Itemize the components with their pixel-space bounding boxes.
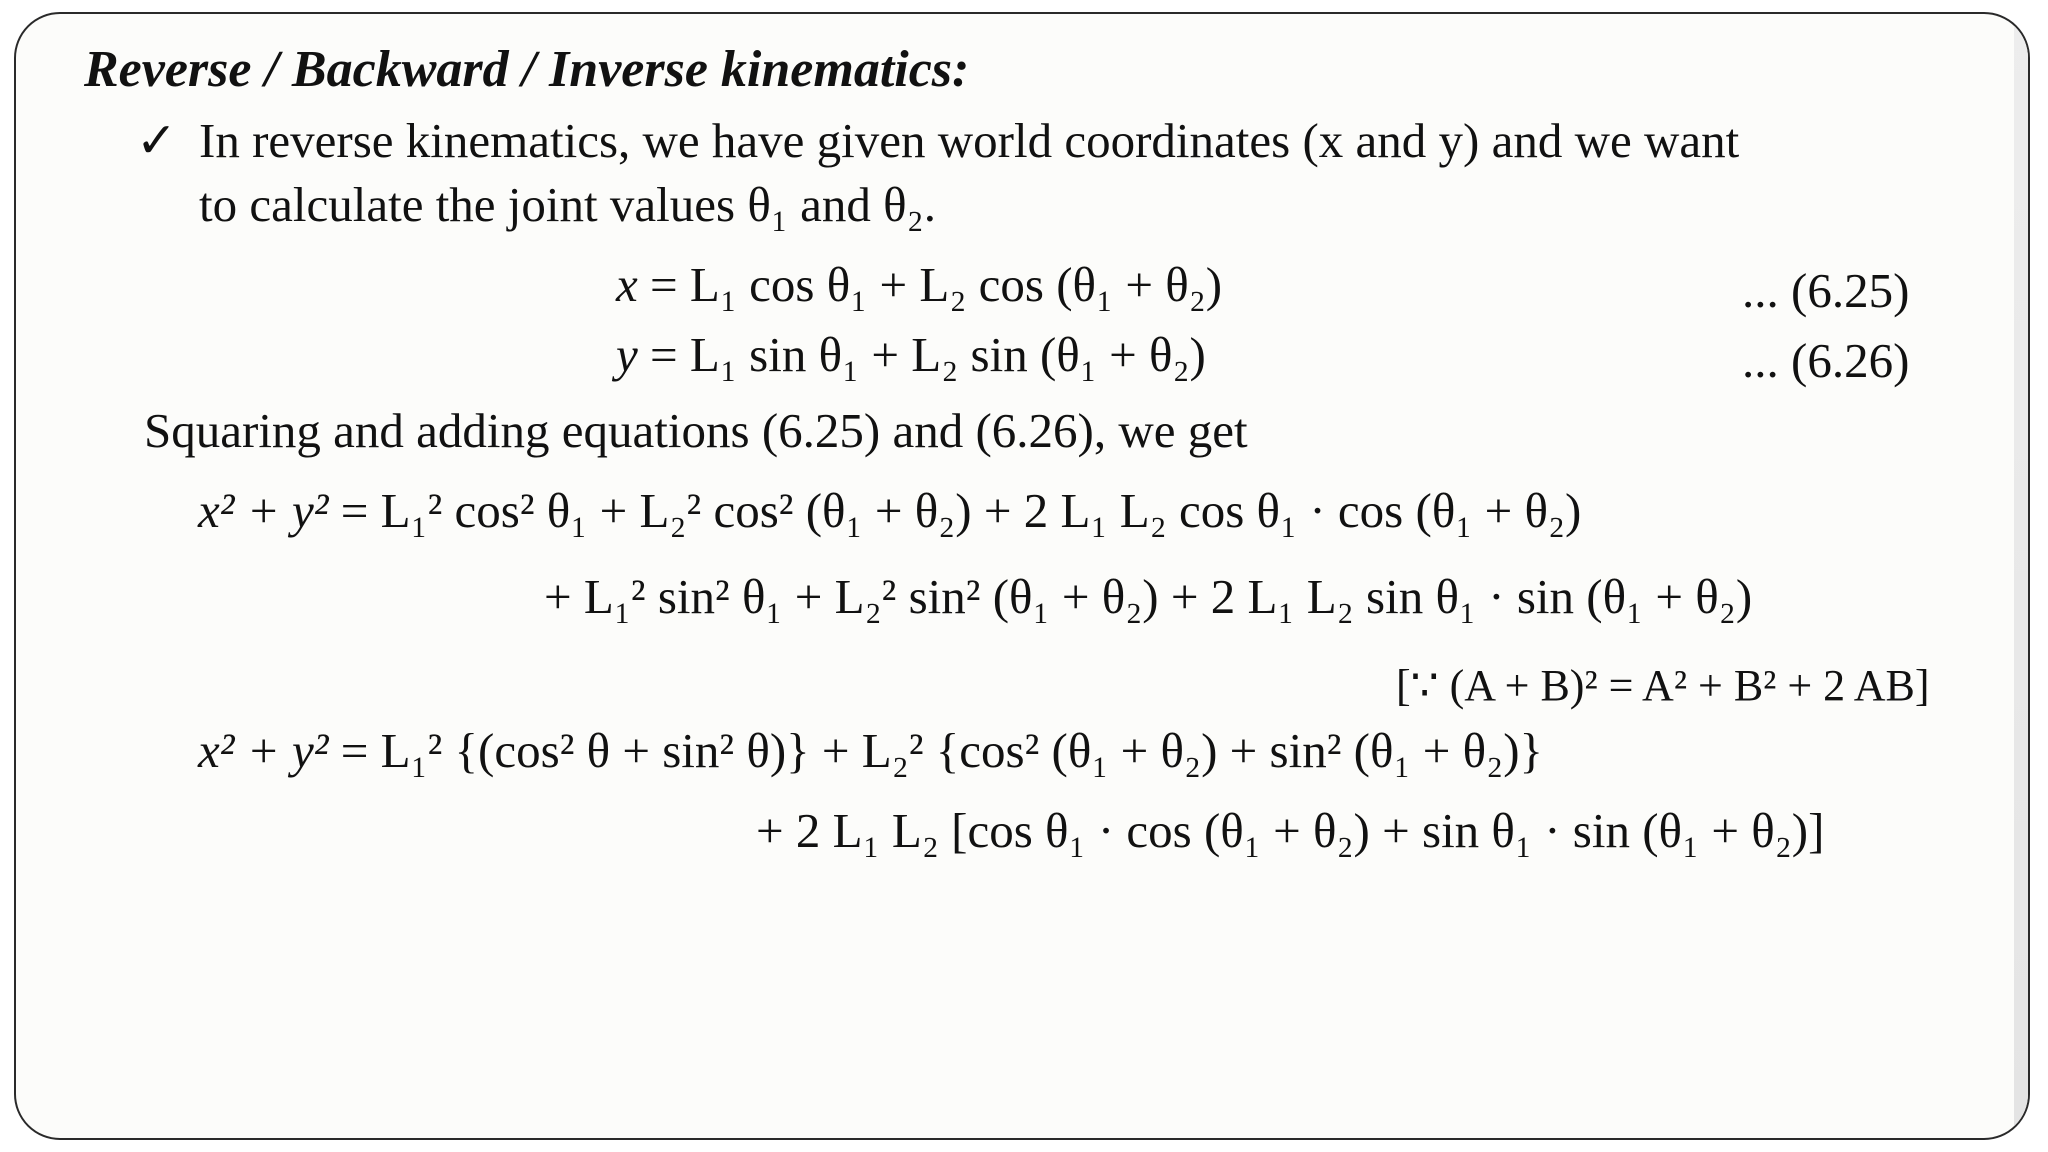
expansion-line-1 bbox=[198, 482, 1581, 539]
grouped-line-2: + 2 L₁ L₂ [cos θ₁ · cos (θ₁ + θ₂) + sin θ₁ · sin (θ₁ + θ₂)] bbox=[756, 803, 1825, 858]
grouped-rhs-1: = L₁² {(cos² θ + sin² θ)} + L₂² {cos² (θ₁ + θ₂) + sin² (θ₁ + θ₂)} bbox=[340, 723, 1544, 778]
expansion-rhs-1: = L₁² cos² θ₁ + L₂² cos² (θ₁ + θ₂) + 2 L₁ L₂ cos θ₁ · cos (θ₁ + θ₂) bbox=[340, 483, 1582, 538]
section-heading: Reverse / Backward / Inverse kinematics: bbox=[84, 41, 970, 98]
checkmark-icon: ✓ bbox=[136, 113, 178, 168]
squaring-text: Squaring and adding equations (6.25) and (6.26), we get bbox=[144, 403, 1248, 458]
equation-rhs: = L₁ sin θ₁ + L₂ sin (θ₁ + θ₂) bbox=[650, 327, 1206, 382]
equation-6-25 bbox=[616, 256, 1222, 313]
expansion-lhs: x² + y² bbox=[198, 483, 329, 538]
equation-ref-6-25: ... (6.25) bbox=[1742, 263, 1910, 318]
grouped-line-1 bbox=[198, 722, 1543, 779]
grouped-lhs: x² + y² bbox=[198, 723, 329, 778]
equation-lhs: y bbox=[616, 327, 638, 382]
slide-frame bbox=[14, 12, 2030, 1140]
equation-6-26 bbox=[616, 326, 1206, 383]
expansion-line-2: + L₁² sin² θ₁ + L₂² sin² (θ₁ + θ₂) + 2 L₁ L₂ sin θ₁ · sin (θ₁ + θ₂) bbox=[544, 569, 1753, 624]
equation-ref-6-26: ... (6.26) bbox=[1742, 333, 1910, 388]
identity-note: [∵ (A + B)² = A² + B² + 2 AB] bbox=[1396, 661, 1930, 710]
bullet-line-1: In reverse kinematics, we have given world coordinates (x and y) and we want bbox=[199, 113, 1740, 168]
equation-lhs: x bbox=[616, 257, 638, 312]
equation-rhs: = L₁ cos θ₁ + L₂ cos (θ₁ + θ₂) bbox=[650, 257, 1223, 312]
bullet-line-2: to calculate the joint values θ₁ and θ₂. bbox=[199, 177, 936, 232]
